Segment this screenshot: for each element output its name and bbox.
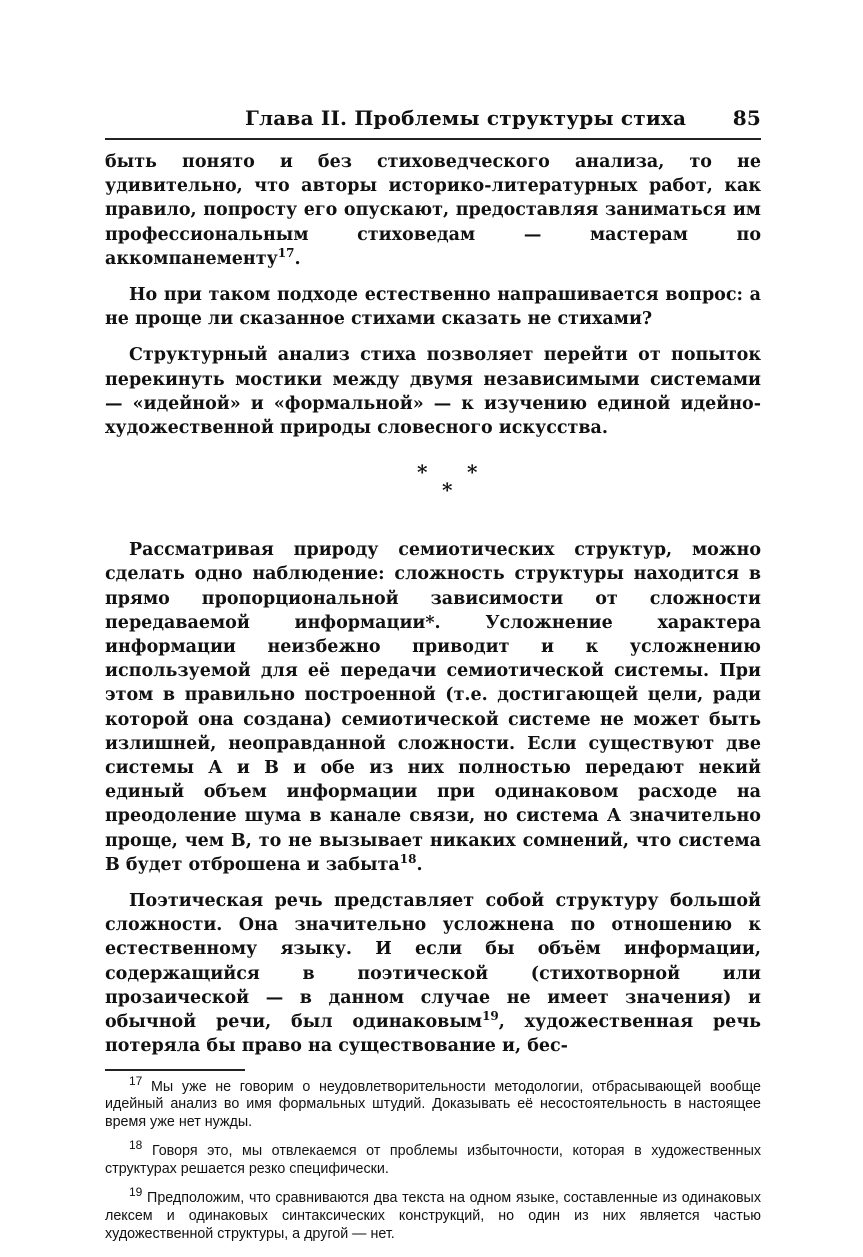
paragraph-semiotic-structures [105,538,761,877]
chapter-title: Глава II. Проблемы структуры стиха [245,106,687,130]
paragraph-poetic-speech [105,889,761,1058]
section-asterism [105,450,761,538]
footnote-text: Говоря это, мы отвлекаемся от проблемы избыточности, которая в художественных структурах решается резко специфически. [105,1143,761,1177]
footnote-rule [105,1069,245,1071]
book-page [105,100,761,1255]
running-head [105,100,761,134]
page-number: 85 [732,106,761,130]
footnote-17 [105,1073,761,1132]
paragraph-text: быть понято и без стиховедческого анализа, то не удивительно, что авторы историко-литературных работ, как правило, попросту его опускают, предоставляя заниматься им профессиональным стиховедам — мастерам по аккомпанементу [105,152,761,269]
paragraph-tail: . [416,854,423,875]
footnote-ref-17: 17 [277,245,295,260]
footnote-text: Мы уже не говорим о неудовлетворительности методологии, отбрасывающей вообще идейный анализ во имя формальных штудий. Доказывать её несостоятельность в настоящее время уже нет нужды. [105,1078,761,1130]
footnote-number: 18 [129,1138,143,1153]
paragraph-structural-analysis: Структурный анализ стиха позволяет перейти от попыток перекинуть мостики между двумя независимыми системами — «идейной» и «формальной» — к изучению единой идейно-художественной природы словесного искусства. [105,345,761,439]
footnote-18 [105,1138,761,1178]
paragraph-tail: . [294,248,301,269]
footnote-text: Предположим, что сравниваются два текста на одном языке, составленные из одинаковых лексем и одинаковых синтаксических конструкций, но один из них является частью художественной структуры, а другой — нет. [105,1190,761,1242]
asterism-star: * [442,478,453,503]
footnote-ref-18: 18 [399,852,417,867]
asterism-star: * [417,460,428,485]
paragraph-text: Поэтическая речь представляет собой структуру большой сложности. Она значительно усложнена по отношению к естественному языку. И если бы объём информации, содержащийся в поэтической (стихотворной или прозаической — в данном случае не имеет значения) и обычной речи, был одинаковым [105,891,761,1033]
paragraph-question: Но при таком подходе естественно напрашивается вопрос: а не проще ли сказанное стихами сказать не стихами? [105,285,761,330]
footnote-number: 19 [129,1185,143,1200]
footnote-ref-19: 19 [482,1009,499,1024]
paragraph-continuation [105,150,761,271]
asterism-star: * [467,460,478,485]
footnote-19 [105,1185,761,1243]
paragraph-tail: , художественная речь потеряла бы право на существование и, бес- [105,1012,762,1057]
paragraph-text: Рассматривая природу семиотических структур, можно сделать одно наблюдение: сложность структуры находится в прямо пропорциональной зависимости от сложности передаваемой информации*. Усложнение характера информации неизбежно приводит и к усложнению используемой для её передачи семиотической системы. При этом в правильно построенной (т.е. достигающей цели, ради которой она создана) семиотической системе не может быть излишней, неоправданной сложности. Если существуют две системы А и В и обе из них полностью передают некий единый объем информации при одинаковом расходе на преодоление шума в канале связи, но система А значительно проще, чем В, то не вызывает никаких сомнений, что система В будет отброшена и забыта [105,540,761,875]
footnote-number: 17 [129,1073,143,1088]
header-rule [105,138,761,140]
